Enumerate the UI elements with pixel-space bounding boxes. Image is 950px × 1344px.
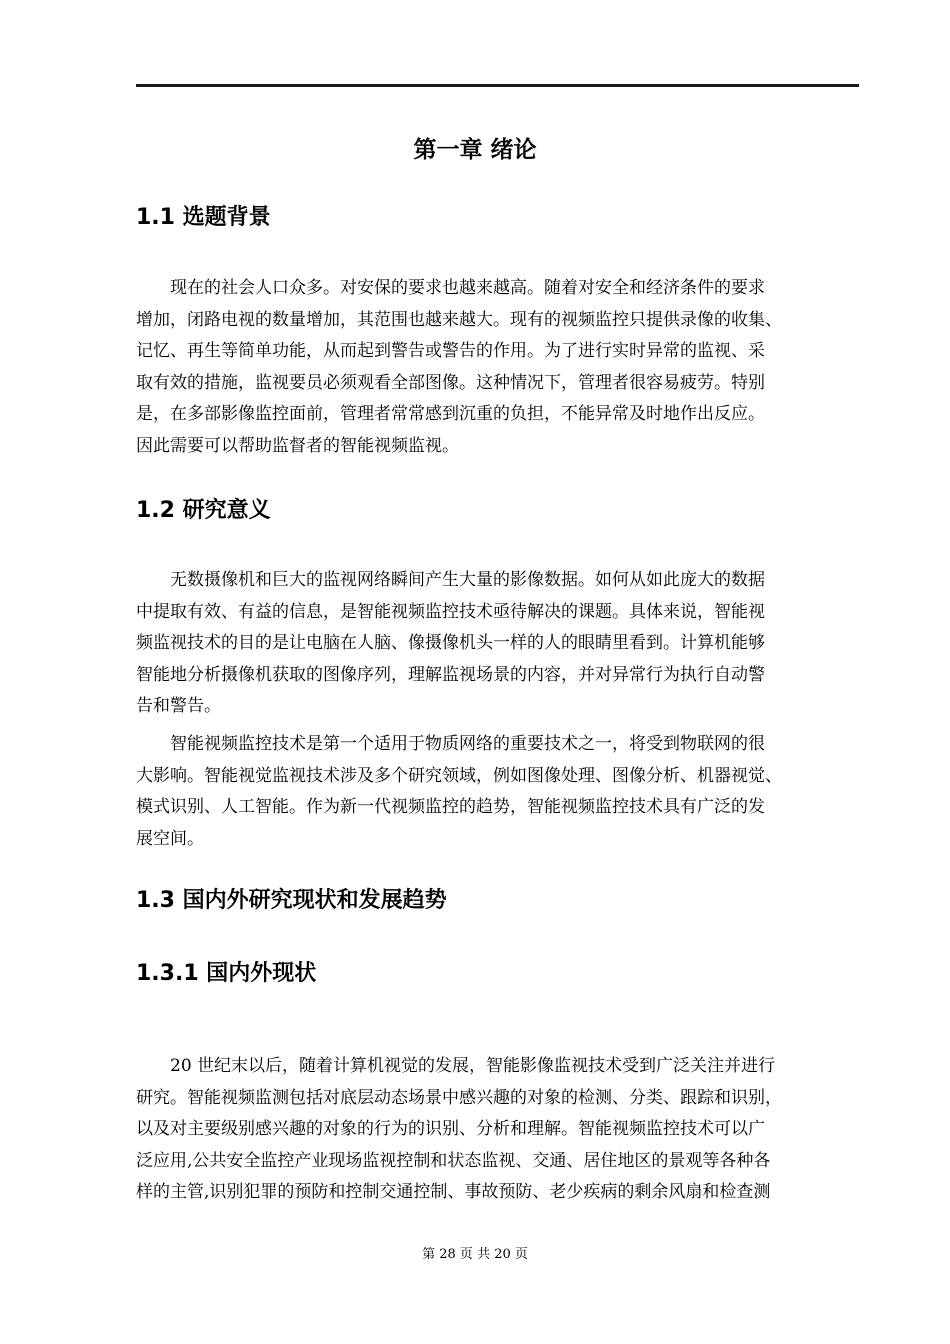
text-line: 展空间。 [136,828,204,849]
text-line: 大影响。智能视觉监视技术涉及多个研究领域，例如图像处理、图像分析、机器视觉、 [136,765,782,786]
section-heading-1-2: 1.2 研究意义 [136,498,271,523]
text-line: 样的主管,识别犯罪的预防和控制交通控制、事故预防、老少疾病的剩余风扇和检查测 [136,1182,771,1203]
page-footer: 第 28 页 共 20 页 [422,1247,528,1262]
text-line: 以及对主要级别感兴趣的对象的行为的识别、分析和理解。智能视频监控技术可以广 [136,1119,765,1140]
text-line: 泛应用,公共安全监控产业现场监视控制和状态监视、交通、居住地区的景观等各种各 [136,1150,771,1171]
text-line: 因此需要可以帮助监督者的智能视频监视。 [136,435,459,456]
text-line: 20 世纪末以后，随着计算机视觉的发展，智能影像监视技术受到广泛关注并进行 [170,1056,776,1076]
section-heading-1-1: 1.1 选题背景 [136,205,271,230]
header-rule [136,84,859,87]
text-line: 频监视技术的目的是让电脑在人脑、像摄像机头一样的人的眼睛里看到。计算机能够 [136,633,765,654]
text-line: 中提取有效、有益的信息，是智能视频监控技术亟待解决的课题。具体来说，智能视 [136,601,765,622]
text-line: 研究。智能视频监测包括对底层动态场景中感兴趣的对象的检测、分类、跟踪和识别， [136,1087,782,1108]
paragraph-current-status [136,1051,859,1209]
text-line: 告和警告。 [136,696,221,717]
text-line: 取有效的措施，监视要员必须观看全部图像。这种情况下，管理者很容易疲劳。特别 [136,372,765,393]
text-line: 无数摄像机和巨大的监视网络瞬间产生大量的影像数据。如何从如此庞大的数据 [170,570,765,590]
text-line: 现在的社会人口众多。对安保的要求也越来越高。随着对安全和经济条件的要求 [170,278,765,298]
chapter-title: 第一章 绪论 [413,137,537,163]
text-line: 是，在多部影像监控面前，管理者常常感到沉重的负担，不能异常及时地作出反应。 [136,404,765,425]
paragraph-significance-1 [136,565,859,723]
paragraph-significance-2 [136,729,859,855]
section-heading-1-3-1: 1.3.1 国内外现状 [136,961,317,986]
text-line: 模式识别、人工智能。作为新一代视频监控的趋势，智能视频监控技术具有广泛的发 [136,797,765,818]
text-line: 增加，闭路电视的数量增加，其范围也越来越大。现有的视频监控只提供录像的收集、 [136,309,782,330]
text-line: 智能视频监控技术是第一个适用于物质网络的重要技术之一，将受到物联网的很 [170,734,765,754]
text-line: 记忆、再生等简单功能，从而起到警告或警告的作用。为了进行实时异常的监视、采 [136,341,765,362]
paragraph-background [136,273,859,463]
section-heading-1-3: 1.3 国内外研究现状和发展趋势 [136,888,447,913]
text-line: 智能地分析摄像机获取的图像序列，理解监视场景的内容，并对异常行为执行自动警 [136,664,765,685]
